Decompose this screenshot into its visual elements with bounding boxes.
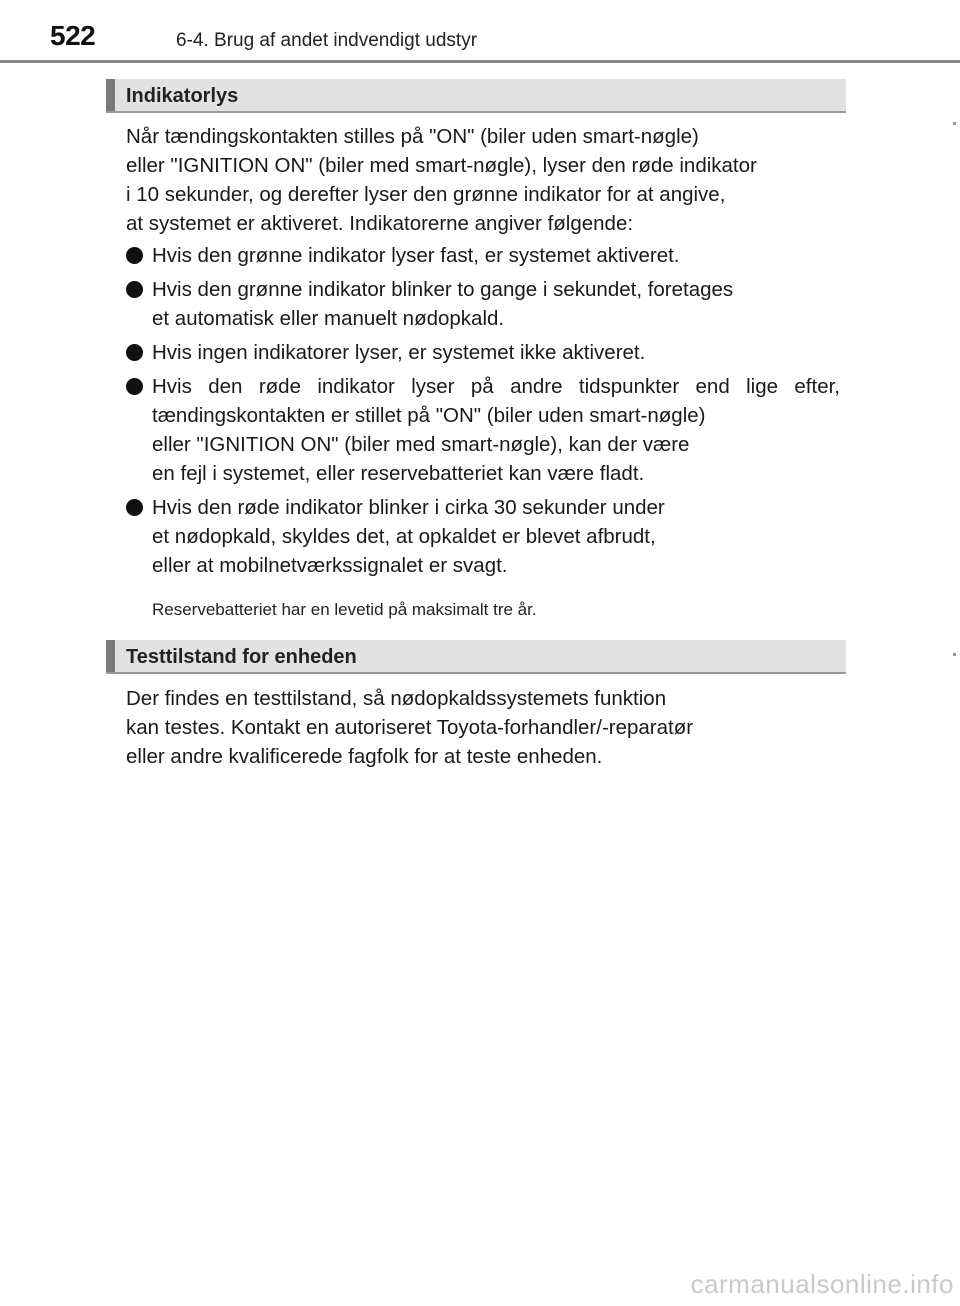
list-item (126, 241, 846, 270)
list-item-text: et nødopkald, skyldes det, at opkaldet er blevet afbrudt, (152, 525, 656, 548)
battery-note: Reservebatteriet har en levetid på maksimalt tre år. (152, 600, 537, 619)
list-item-text: Hvis den grønne indikator lyser fast, er systemet aktiveret. (152, 244, 680, 267)
bullet-icon (126, 378, 143, 395)
bullet-icon (126, 247, 143, 264)
indicator-bullet-list (126, 241, 846, 585)
list-item (126, 338, 846, 367)
list-item-text: et automatisk eller manuelt nødopkald. (152, 307, 505, 330)
paragraph-line: Der findes en testtilstand, så nødopkaldssystemets funktion (126, 687, 667, 710)
paragraph-line: at systemet er aktiveret. Indikatorerne angiver følgende: (126, 212, 634, 235)
list-item-text: Hvis ingen indikatorer lyser, er systemet ikke aktiveret. (152, 341, 646, 364)
section-header-bar (106, 640, 115, 672)
edge-mark (953, 122, 956, 125)
header-divider (0, 60, 960, 63)
paragraph-line: Når tændingskontakten stilles på "ON" (biler uden smart-nøgle) (126, 125, 699, 148)
intro-paragraph (126, 122, 846, 238)
list-item (126, 493, 846, 580)
page-number: 522 (50, 20, 96, 51)
list-item (126, 275, 846, 333)
edge-mark (953, 653, 956, 656)
list-item-text: eller at mobilnetværkssignalet er svagt. (152, 554, 508, 577)
bullet-icon (126, 281, 143, 298)
section-header-indikatorlys (106, 79, 846, 113)
chapter-title: 6-4. Brug af andet indvendigt udstyr (176, 30, 478, 51)
list-item-text: eller "IGNITION ON" (biler med smart-nøgle), kan der være (152, 433, 690, 456)
list-item-text: Hvis den grønne indikator blinker to gange i sekundet, foretages (152, 278, 734, 301)
section-title: Indikatorlys (126, 85, 239, 107)
paragraph-line: eller andre kvalificerede fagfolk for at teste enheden. (126, 745, 603, 768)
section-header-testtilstand (106, 640, 846, 674)
test-mode-paragraph (126, 684, 846, 771)
list-item (126, 372, 846, 488)
paragraph-line: i 10 sekunder, og derefter lyser den grønne indikator for at angive, (126, 183, 726, 206)
list-item-text: Hvis den røde indikator blinker i cirka 30 sekunder under (152, 496, 665, 519)
section-title: Testtilstand for enheden (126, 646, 357, 668)
bullet-icon (126, 499, 143, 516)
section-header-bar (106, 79, 115, 111)
paragraph-line: eller "IGNITION ON" (biler med smart-nøgle), lyser den røde indikator (126, 154, 757, 177)
list-item-text: Hvis den røde indikator lyser på andre tidspunkter end lige efter, (152, 375, 840, 398)
bullet-icon (126, 344, 143, 361)
paragraph-line: kan testes. Kontakt en autoriseret Toyota-forhandler/-reparatør (126, 716, 694, 739)
list-item-text: en fejl i systemet, eller reservebatteriet kan være fladt. (152, 462, 645, 485)
list-item-text: tændingskontakten er stillet på "ON" (biler uden smart-nøgle) (152, 404, 706, 427)
watermark: carmanualsonline.info (690, 1269, 954, 1299)
